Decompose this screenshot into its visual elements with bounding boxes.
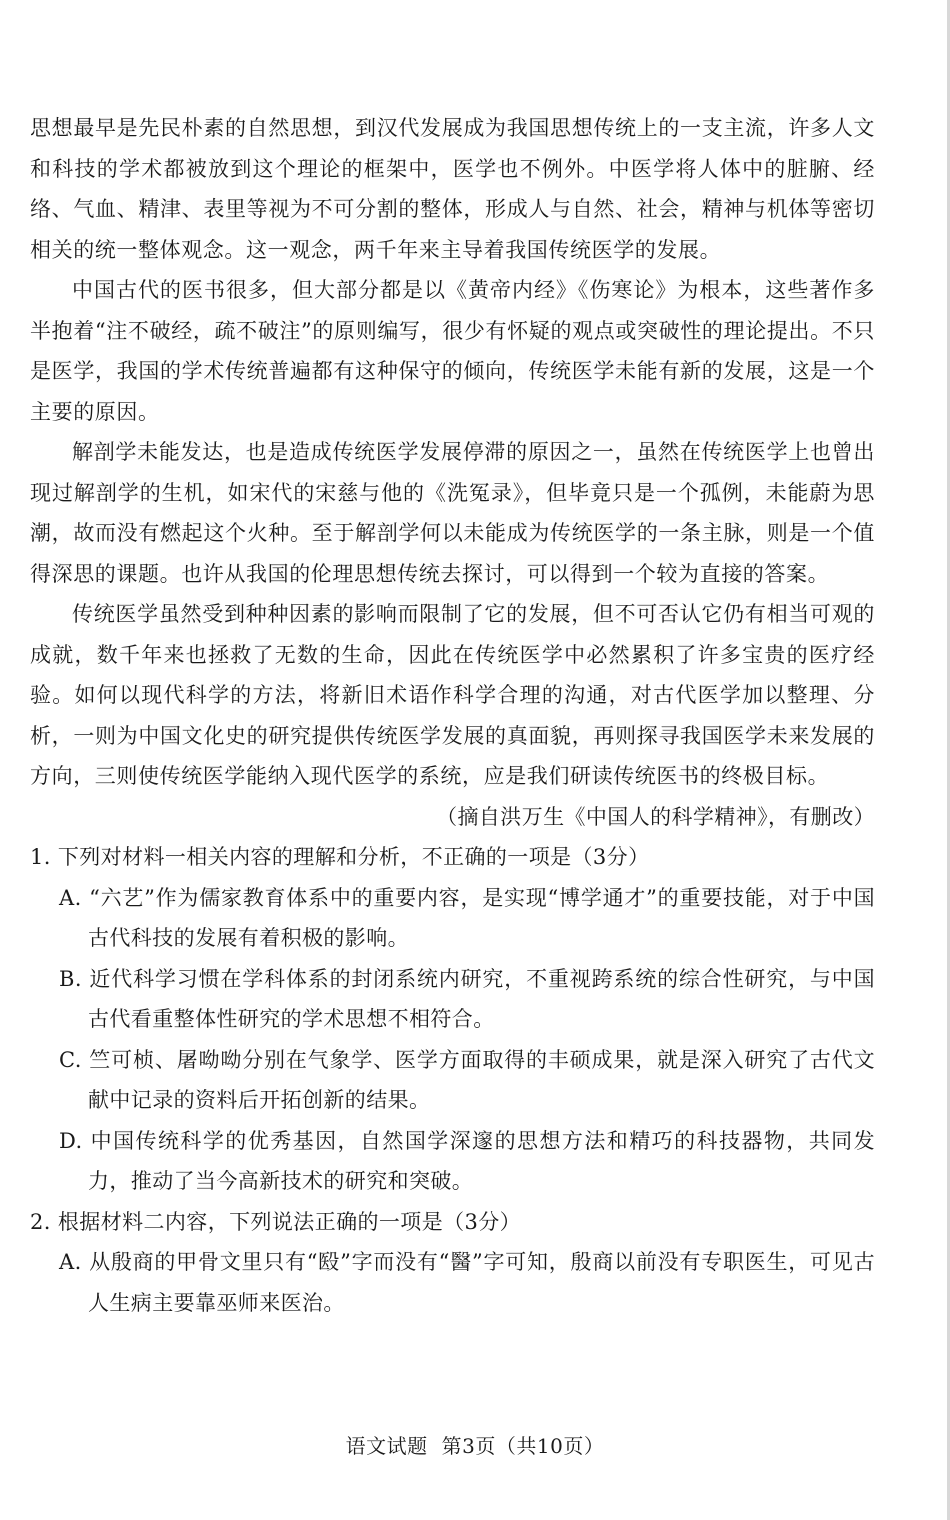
question-2: [30, 1202, 875, 1324]
question-2-stem: 2. 根据材料二内容，下列说法正确的一项是（3分）: [30, 1209, 522, 1234]
question-1-option-d: D. 中国传统科学的优秀基因，自然国学深邃的思想方法和精巧的科技器物，共同发力，推动了当今高新技术的研究和突破。: [59, 1128, 875, 1193]
exam-page: [30, 108, 875, 1323]
question-1: [30, 837, 875, 1202]
page-footer: [0, 1430, 950, 1459]
footer-page-number: 第3页（共10页）: [441, 1434, 605, 1458]
passage-paragraph-2: 中国古代的医书很多，但大部分都是以《黄帝内经》《伤寒论》为根本，这些著作多半抱着“注不破经，疏不破注”的原则编写，很少有怀疑的观点或突破性的理论提出。不只是医学，我国的学术传统普遍都有这种保守的倾向，传统医学未能有新的发展，这是一个主要的原因。: [30, 278, 875, 424]
question-1-stem: 1. 下列对材料一相关内容的理解和分析，不正确的一项是（3分）: [30, 845, 650, 869]
question-1-option-a: A. “六艺”作为儒家教育体系中的重要内容，是实现“博学通才”的重要技能，对于中国古代科技的发展有着积极的影响。: [59, 885, 875, 950]
passage-paragraph-1: 思想最早是先民朴素的自然思想，到汉代发展成为我国思想传统上的一支主流，许多人文和科技的学术都被放到这个理论的框架中，医学也不例外。中医学将人体中的脏腑、经络、气血、精津、表里等视为不可分割的整体，形成人与自然、社会，精神与机体等密切相关的统一整体观念。这一观念，两千年来主导着我国传统医学的发展。: [30, 116, 875, 262]
passage-paragraph-4: 传统医学虽然受到种种因素的影响而限制了它的发展，但不可否认它仍有相当可观的成就，数千年来也拯救了无数的生命，因此在传统医学中必然累积了许多宝贵的医疗经验。如何以现代科学的方法，将新旧术语作科学合理的沟通，对古代医学加以整理、分析，一则为中国文化史的研究提供传统医学发展的真面貌，再则探寻我国医学未来发展的方向，三则使传统医学能纳入现代医学的系统，应是我们研读传统医书的终极目标。: [30, 602, 875, 788]
footer-subject: 语文试题: [345, 1434, 428, 1458]
passage-paragraph-3: 解剖学未能发达，也是造成传统医学发展停滞的原因之一，虽然在传统医学上也曾出现过解剖学的生机，如宋代的宋慈与他的《洗冤录》，但毕竟只是一个孤例，未能蔚为思潮，故而没有燃起这个火种。至于解剖学何以未能成为传统医学的一条主脉，则是一个值得深思的课题。也许从我国的伦理思想传统去探讨，可以得到一个较为直接的答案。: [30, 440, 875, 586]
passage-source: （摘自洪万生《中国人的科学精神》，有删改）: [436, 804, 875, 829]
question-2-option-a: A. 从殷商的甲骨文里只有“殹”字而没有“醫”字可知，殷商以前没有专职医生，可见古人生病主要靠巫师来医治。: [59, 1250, 875, 1315]
reading-passage: [30, 108, 875, 837]
question-1-option-c: C. 竺可桢、屠呦呦分别在气象学、医学方面取得的丰硕成果，就是深入研究了古代文献中记录的资料后开拓创新的结果。: [59, 1047, 875, 1112]
question-1-option-b: B. 近代科学习惯在学科体系的封闭系统内研究，不重视跨系统的综合性研究，与中国古代看重整体性研究的学术思想不相符合。: [59, 966, 875, 1031]
